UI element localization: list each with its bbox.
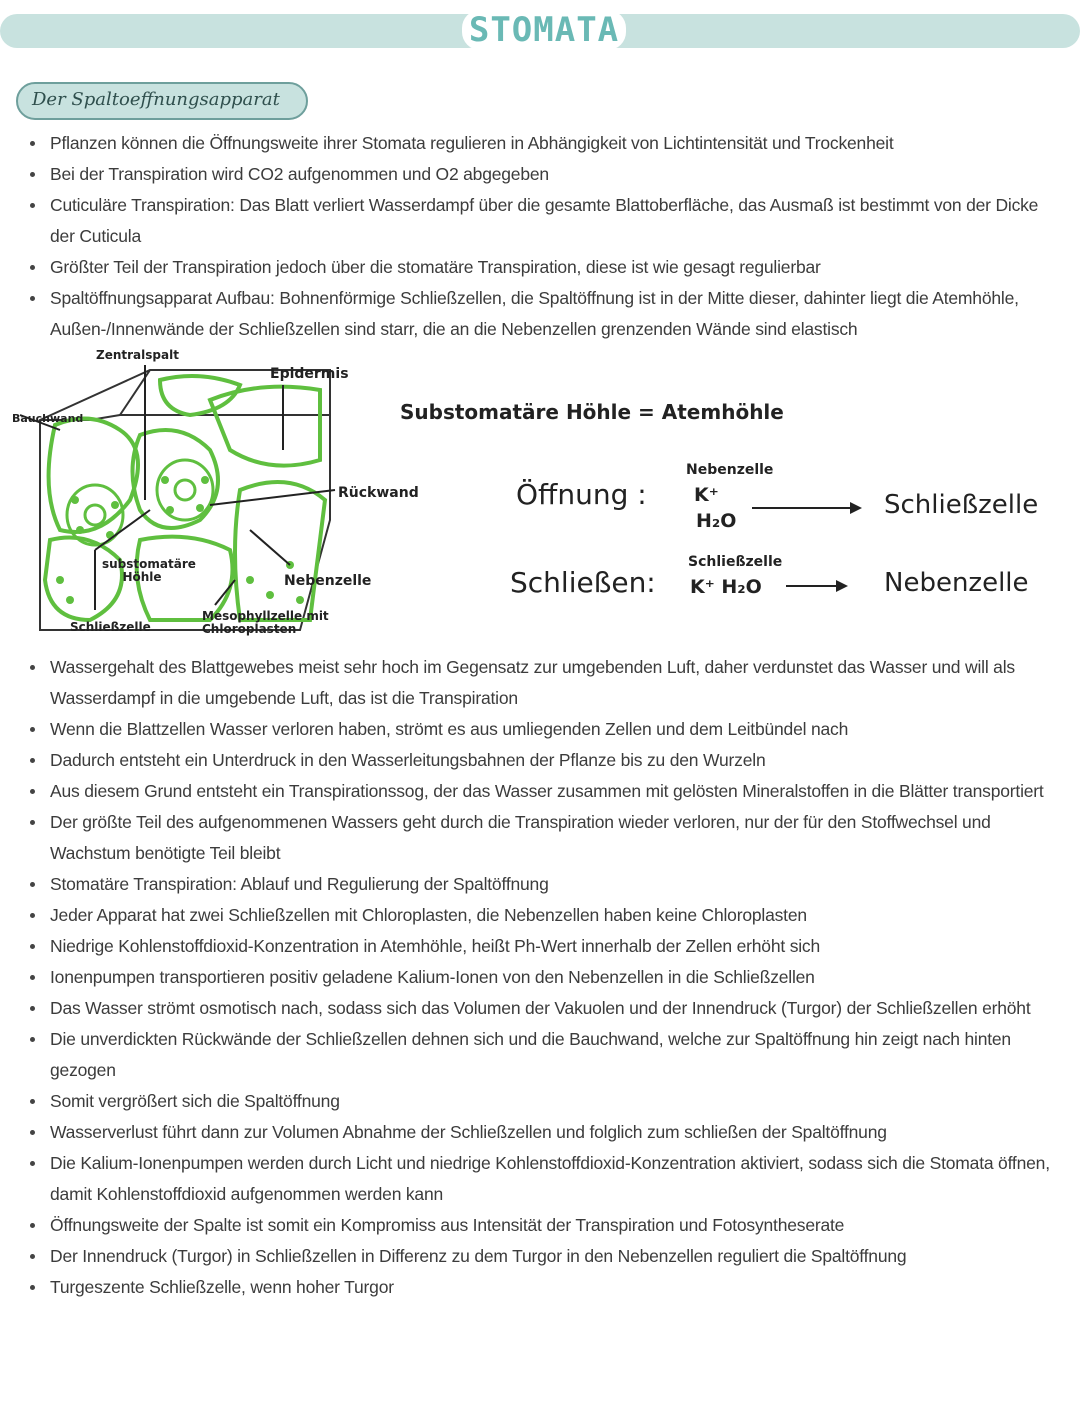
list-item: Jeder Apparat hat zwei Schließzellen mit Chloroplasten, die Nebenzellen haben keine Chloroplasten — [24, 900, 1054, 931]
notes-list-top — [24, 128, 1054, 345]
list-item: Das Wasser strömt osmotisch nach, sodass sich das Volumen der Vakuolen und der Innendruck (Turgor) der Schließzellen erhöht — [24, 993, 1054, 1024]
list-item: Spaltöffnungsapparat Aufbau: Bohnenförmige Schließzellen, die Spaltöffnung ist in der Mitte dieser, dahinter liegt die Atemhöhle, Außen-/Innenwände der Schließzellen sind starr, die an die Nebenzellen grenzenden Wände sind elastisch — [24, 283, 1054, 345]
list-item: Ionenpumpen transportieren positiv geladene Kalium-Ionen von den Nebenzellen in die Schließzellen — [24, 962, 1054, 993]
list-item: Die unverdickten Rückwände der Schließzellen dehnen sich und die Bauchwand, welche zur Spaltöffnung hin zeigt nach hinten gezogen — [24, 1024, 1054, 1086]
label-mesophyllzelle: Mesophyllzelle mit Chloroplasten — [202, 609, 329, 636]
list-item: Wasserverlust führt dann zur Volumen Abnahme der Schließzellen und folglich zum schließen der Spaltöffnung — [24, 1117, 1054, 1148]
list-item: Somit vergrößert sich die Spaltöffnung — [24, 1086, 1054, 1117]
list-item: Wassergehalt des Blattgewebes meist sehr hoch im Gegensatz zur umgebenden Luft, daher verdunstet das Wasser und will als Wasserdampf in die umgebende Luft, das ist die Transpiration — [24, 652, 1054, 714]
list-item: Aus diesem Grund entsteht ein Transpirationssog, der das Wasser zusammen mit gelösten Mineralstoffen in die Blätter transportiert — [24, 776, 1054, 807]
list-item: Bei der Transpiration wird CO2 aufgenommen und O2 abgegeben — [24, 159, 1054, 190]
list-item: Wenn die Blattzellen Wasser verloren haben, strömt es aus umliegenden Zellen und dem Leitbündel nach — [24, 714, 1054, 745]
oeffnung-arrow — [752, 498, 862, 518]
oeffnung-water: H₂O — [696, 510, 737, 532]
section-heading-text: Der Spaltoeffnungsapparat — [32, 89, 280, 110]
list-item: Dadurch entsteht ein Unterdruck in den Wasserleitungsbahnen der Pflanze bis zu den Wurzeln — [24, 745, 1054, 776]
oeffnung-label: Öffnung : — [516, 478, 647, 511]
list-item: Pflanzen können die Öffnungsweite ihrer Stomata regulieren in Abhängigkeit von Lichtintensität und Trockenheit — [24, 128, 1054, 159]
stomata-diagram — [0, 340, 1080, 650]
list-item: Der größte Teil des aufgenommenen Wassers geht durch die Transpiration wieder verloren, nur der für den Stoffwechsel und Wachstum benötigte Teil bleibt — [24, 807, 1054, 869]
label-nebenzelle: Nebenzelle — [284, 573, 372, 589]
section-heading — [16, 82, 308, 120]
list-item: Turgeszente Schließzelle, wenn hoher Turgor — [24, 1272, 1054, 1303]
label-substomataere-hoehle: substomatäre Höhle — [102, 557, 196, 584]
schliessen-label: Schließen: — [510, 566, 656, 599]
schliessen-to: Nebenzelle — [884, 568, 1029, 598]
diagram-note-heading: Substomatäre Höhle = Atemhöhle — [400, 400, 784, 424]
list-item: Die Kalium-Ionenpumpen werden durch Licht und niedrige Kohlenstoffdioxid-Konzentration aktiviert, sodass sich die Stomata öffnen, damit Kohlenstoffdioxid aufgenommen werden kann — [24, 1148, 1054, 1210]
schliessen-ions: K⁺ H₂O — [690, 576, 762, 598]
banner-bar-left — [0, 14, 485, 48]
oeffnung-to: Schließzelle — [884, 490, 1039, 520]
label-rueckwand: Rückwand — [338, 485, 419, 501]
oeffnung-ions: K⁺ — [694, 484, 719, 506]
list-item: Niedrige Kohlenstoffdioxid-Konzentration in Atemhöhle, heißt Ph-Wert innerhalb der Zellen erhöht sich — [24, 931, 1054, 962]
title-banner — [0, 10, 1080, 50]
list-item: Größter Teil der Transpiration jedoch über die stomatäre Transpiration, diese ist wie gesagt regulierbar — [24, 252, 1054, 283]
label-schliesszelle: Schließzelle — [70, 620, 151, 634]
banner-bar-right — [600, 14, 1080, 48]
page-title: STOMATA — [462, 10, 626, 50]
list-item: Der Innendruck (Turgor) in Schließzellen in Differenz zu dem Turgor in den Nebenzellen reguliert die Spaltöffnung — [24, 1241, 1054, 1272]
schliessen-arrow — [786, 576, 848, 596]
label-zentralspalt: Zentralspalt — [96, 348, 179, 362]
list-item: Cuticuläre Transpiration: Das Blatt verliert Wasserdampf über die gesamte Blattoberfläche, das Ausmaß ist bestimmt von der Dicke der Cuticula — [24, 190, 1054, 252]
notes-list-bottom — [24, 652, 1054, 1303]
label-bauchwand: Bauchwand — [12, 412, 84, 425]
oeffnung-from: Nebenzelle — [686, 462, 774, 478]
list-item: Öffnungsweite der Spalte ist somit ein Kompromiss aus Intensität der Transpiration und Fotosyntheserate — [24, 1210, 1054, 1241]
label-epidermis: Epidermis — [270, 366, 349, 382]
schliessen-from: Schließzelle — [688, 554, 783, 570]
list-item: Stomatäre Transpiration: Ablauf und Regulierung der Spaltöffnung — [24, 869, 1054, 900]
